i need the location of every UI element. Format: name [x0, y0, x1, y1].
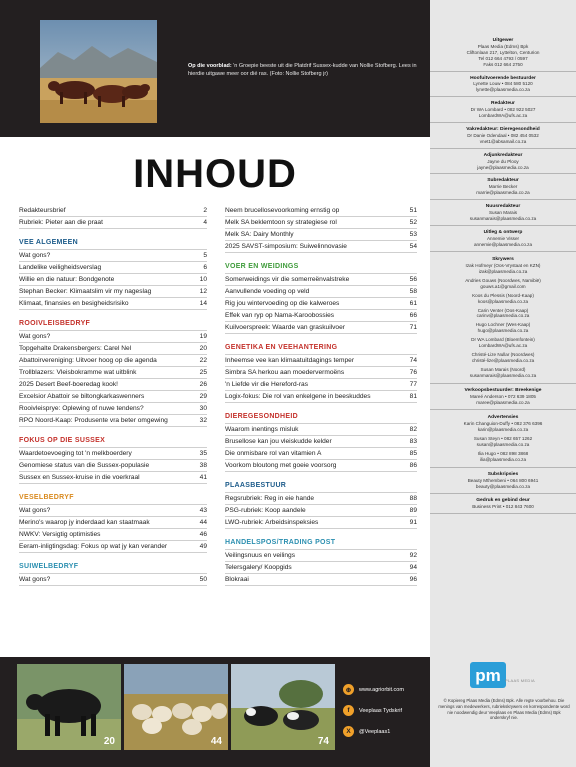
cover-caption: [188, 63, 418, 78]
toc-page-number: 2: [203, 207, 207, 214]
masthead-line: Carin Venter (Oos-Kaap): [477, 307, 529, 313]
toc-entry-title: Regsrubriek: Reg in eie hande: [225, 495, 315, 502]
toc-page-number: 44: [199, 519, 207, 526]
masthead-block: [430, 384, 576, 410]
toc-page-number: 83: [409, 438, 417, 445]
plaas-media-logo-icon: [470, 662, 506, 688]
masthead-line: susanmarais@plaasmedia.co.za: [469, 372, 537, 378]
toc-entry-title: Melk SA beklemtoon sy strategiese rol: [225, 219, 337, 226]
masthead-line: LombardWA@ufs.ac.za: [478, 113, 528, 119]
toc-section-heading: FOKUS OP DIE SUSSEX: [19, 437, 207, 448]
logo-subtitle: PLAAS MEDIA: [505, 678, 535, 683]
masthead-line: Karin Changuion-Duffy • 082 376 6396: [463, 421, 543, 427]
globe-icon: ⊕: [343, 684, 354, 695]
toc-page-number: 20: [199, 345, 207, 352]
toc-entry-title: Wat gons?: [19, 507, 51, 514]
toc-entry[interactable]: [225, 298, 417, 310]
masthead-line: carinv@plaasmedia.co.za: [476, 313, 530, 319]
masthead-heading: Hoofuitvoerende bestuurder: [470, 75, 536, 81]
toc-page-number: 10: [199, 276, 207, 283]
masthead-line: Cliftonlaan 217, Lyttelton, Centurion: [466, 49, 540, 55]
masthead-line: Susan Marais (Noord): [480, 366, 526, 372]
masthead-line: Faks 012 664 2750: [483, 61, 523, 67]
website-label[interactable]: www.agriorbit.com: [359, 686, 404, 693]
facebook-label[interactable]: Veeplaas Tydskrif: [359, 707, 403, 714]
toc-page-number: 32: [199, 417, 207, 424]
toc-entry[interactable]: [19, 541, 207, 553]
toc-page-number: 54: [409, 243, 417, 250]
masthead-line: Marrie Becker: [488, 184, 518, 190]
toc-section-heading: ROOIVLEISBEDRYF: [19, 320, 207, 331]
toc-entry-title: Genomiese status van die Sussex-populasie: [19, 462, 150, 469]
photo-page-number: 20: [103, 736, 115, 747]
cover-photo: [40, 20, 157, 123]
masthead-line: LombardWA@ufs.ac.za: [478, 343, 528, 349]
masthead-heading: Vakredakteur: Dieregesondheid: [466, 126, 540, 132]
toc-entry-title: Rooivleisprye: Oplewing of nuwe tendens?: [19, 405, 144, 412]
toc-page-number: 85: [409, 450, 417, 457]
masthead-line: Mareé Anderson • 072 639 1805: [470, 393, 536, 399]
toc-entry[interactable]: [225, 562, 417, 574]
masthead-line: susanmarais@plaasmedia.co.za: [469, 215, 537, 221]
toc-entry-title: Melk SA: Dairy Monthly: [225, 231, 294, 238]
photo-page-number: 44: [210, 736, 222, 747]
masthead-line: Ilia Hugo • 082 898 3868: [477, 450, 529, 456]
toc-page-number: 12: [199, 288, 207, 295]
masthead-line: Tel 012 664 4793 / 0597: [478, 55, 528, 61]
toc-page-number: 76: [409, 369, 417, 376]
toc-entry[interactable]: [19, 517, 207, 529]
toc-entry[interactable]: [19, 331, 207, 343]
toc-entry-title: Merino's waarop jy inderdaad kan staatmaak: [19, 519, 150, 526]
toc-entry-title: Voorkom bloutong met goeie voorsorg: [225, 462, 337, 469]
masthead-heading: Adjunkredakteur: [483, 152, 523, 158]
toc-section-heading: PLAASBESTUUR: [225, 482, 417, 493]
masthead-line: hugo@plaasmedia.co.za: [477, 328, 529, 334]
bottom-photo-sheep: [124, 664, 228, 750]
toc-page-number: 61: [409, 300, 417, 307]
masthead-block: [430, 34, 576, 72]
toc-entry[interactable]: [19, 205, 207, 217]
toc-entry[interactable]: [19, 529, 207, 541]
social-facebook[interactable]: [343, 705, 402, 716]
toc-entry-title: Topgehalte Drakensbergers: Carel Nel: [19, 345, 132, 352]
toc-entry[interactable]: [225, 391, 417, 403]
masthead-line: beauty@plaasmedia.co.za: [475, 484, 531, 490]
toc-entry-title: 2025 Desert Beef-boeredag kook!: [19, 381, 118, 388]
toc-entry-title: Excelsior Abattoir se biltongkarkaswenners: [19, 393, 145, 400]
social-x[interactable]: [343, 726, 390, 737]
copyright-disclaimer: © Kopiereg Plaas Media (Edms) Bpk. Alle regte voorbehou. Die menings van medewerkers, rubriekskrywers en korrespondente word nie noodwendig deur Veeplaas en Plaas Media (Edms) Bpk onderskryf nie.: [438, 698, 570, 721]
masthead-line: marrie@plaasmedia.co.za: [476, 190, 530, 196]
toc-page-number: 5: [203, 252, 207, 259]
toc-page-number: 56: [409, 276, 417, 283]
toc-section-heading: HANDELSPOS/TRADING POST: [225, 539, 417, 550]
toc-section-heading: VEE ALGEMEEN: [19, 239, 207, 250]
masthead-line: annemie@plaasmedia.co.za: [473, 241, 533, 247]
masthead-block: [430, 200, 576, 226]
toc-entry-title: Simbra SA herkou aan moedervermoëns: [225, 369, 345, 376]
masthead-heading: Redakteur: [491, 101, 515, 107]
masthead-line: koos@plaasmedia.co.za: [477, 298, 529, 304]
toc-entry-title: Inheemse vee kan klimaatuitdagings temper: [225, 357, 355, 364]
masthead-heading: Verkoopsbestuurder: Breekenige: [464, 388, 542, 394]
toc-entry-title: Waardetoevoeging tot 'n melkboerdery: [19, 450, 132, 457]
toc-entry-title: Blokraai: [225, 576, 249, 583]
masthead-line: Annemie Visser: [486, 235, 520, 241]
toc-entry-title: Logix-fokus: Die rol van enkelgene in beeskuddes: [225, 393, 371, 400]
toc-page-number: 92: [409, 552, 417, 559]
toc-section-heading: GENETIKA EN VEEHANTERING: [225, 344, 417, 355]
masthead-contact: [430, 276, 576, 291]
toc-page-number: 71: [409, 324, 417, 331]
toc-entry-title: Aanvullende voeding op veld: [225, 288, 310, 295]
toc-entry[interactable]: [225, 550, 417, 562]
masthead-heading: Subredakteur: [487, 178, 519, 184]
masthead-line: Beauty Mthembeni • 064 800 6941: [467, 478, 539, 484]
masthead-line: Christé-Lize Nullar (Noordwes): [471, 351, 535, 357]
bottom-band: [0, 657, 430, 767]
toc-page-number: 14: [199, 300, 207, 307]
toc-entry[interactable]: [225, 367, 417, 379]
toc-entry[interactable]: [19, 505, 207, 517]
masthead-line: ilia@plaasmedia.co.za: [479, 456, 527, 462]
toc-entry-title: Effek van ryp op Nama-Karoobossies: [225, 312, 335, 319]
toc-entry[interactable]: [19, 298, 207, 310]
masthead-block: [430, 494, 576, 514]
toc-entry[interactable]: [225, 355, 417, 367]
toc-entry[interactable]: [19, 367, 207, 379]
toc-entry[interactable]: [19, 448, 207, 460]
masthead-line: gouws.a1@gmail.com: [480, 283, 526, 289]
toc-entry-title: Stephan Becker: Klimaatslim vir my nageslag: [19, 288, 152, 295]
toc-entry-title: NWKV: Versigtig optimisties: [19, 531, 101, 538]
masthead-contact: [430, 262, 576, 277]
masthead-line: Dr WA Lombard • 082 922 5027: [470, 107, 536, 113]
masthead-contact: [430, 435, 576, 450]
masthead-line: christé-lize@plaasmedia.co.za: [471, 357, 535, 363]
toc-entry-title: RPO Noord-Kaap: Produsente vra beter omgewing: [19, 417, 168, 424]
toc-page-number: 81: [409, 393, 417, 400]
toc-entry-title: Brusellose kan jou vleiskudde kelder: [225, 438, 332, 445]
toc-page-number: 38: [199, 462, 207, 469]
masthead-line: Business Print • 012 843 7600: [472, 503, 534, 509]
social-website[interactable]: [343, 684, 404, 695]
toc-section-heading: DIEREGESONDHEID: [225, 413, 417, 424]
toc-entry[interactable]: [225, 517, 417, 529]
masthead-line: lynette@plaasmedia.co.za: [476, 87, 530, 93]
masthead-line: Koos du Plessis (Noord-Kaap): [472, 292, 534, 298]
toc-entry[interactable]: [19, 355, 207, 367]
toc-entry-title: Eeram-inligtingsdag: Fokus op wat jy kan verander: [19, 543, 168, 550]
masthead-line: Izak Hofmeyr (Oos-Vrystaat en KZN): [465, 263, 541, 269]
toc-entry[interactable]: [19, 217, 207, 229]
masthead-heading: Uitgewer: [492, 38, 514, 43]
facebook-icon: f: [343, 705, 354, 716]
toc-page-number: 30: [199, 405, 207, 412]
toc-page-number: 82: [409, 426, 417, 433]
toc-page-number: 94: [409, 564, 417, 571]
toc-entry[interactable]: [225, 436, 417, 448]
toc-entry-title: Neem brucellosevoorkoming ernstig op: [225, 207, 340, 214]
toc-page-number: 46: [199, 531, 207, 538]
toc-middle-column: [225, 205, 417, 586]
toc-entry-title: Abattoirvereniging: Uitvoer hoog op die agenda: [19, 357, 157, 364]
toc-entry-title: Die onmisbare rol van vitamien A: [225, 450, 322, 457]
toc-page-number: 86: [409, 462, 417, 469]
toc-page-number: 74: [409, 357, 417, 364]
toc-page-number: 91: [409, 519, 417, 526]
masthead-line: Jayne du Plooy: [487, 158, 519, 164]
toc-entry[interactable]: [225, 310, 417, 322]
masthead-block: [430, 174, 576, 200]
toc-entry[interactable]: [225, 274, 417, 286]
toc-entry[interactable]: [19, 460, 207, 472]
toc-entry[interactable]: [225, 322, 417, 334]
toc-page-number: 77: [409, 381, 417, 388]
toc-entry[interactable]: [19, 286, 207, 298]
masthead-heading: Gedruk en gebind deur: [476, 497, 530, 503]
toc-entry[interactable]: [19, 472, 207, 484]
masthead-line: Susan Steyn • 082 657 1262: [473, 436, 533, 442]
masthead-contact: [430, 306, 576, 321]
toc-entry-title: 'n Liefde vir die Hereford-ras: [225, 381, 308, 388]
masthead-contact: [430, 321, 576, 336]
masthead-block: [430, 123, 576, 149]
toc-section-heading: VESELBEDRYF: [19, 494, 207, 505]
bottom-photo-cattle: [231, 664, 335, 750]
toc-entry[interactable]: [19, 379, 207, 391]
x-icon: X: [343, 726, 354, 737]
toc-entry-title: Redakteursbrief: [19, 207, 66, 214]
masthead-line: Lynette Louw • 084 580 5120: [473, 81, 533, 87]
toc-page-number: 19: [199, 333, 207, 340]
masthead-line: Dr Danie Odendaal • 082 454 0532: [467, 132, 539, 138]
toc-entry-title: Willie en die natuur: Bondgenote: [19, 276, 115, 283]
masthead-block: [430, 149, 576, 175]
photo-page-number: 74: [317, 736, 329, 747]
masthead-line: susan@plaasmedia.co.za: [476, 442, 530, 447]
toc-entry[interactable]: [19, 343, 207, 355]
toc-section-heading: VOER EN WEIDINGS: [225, 263, 417, 274]
toc-page-number: 43: [199, 507, 207, 514]
toc-entry[interactable]: [225, 424, 417, 436]
masthead-block: [430, 468, 576, 494]
toc-entry[interactable]: [19, 415, 207, 427]
toc-entry-title: Landelike veiligheidsverslag: [19, 264, 102, 271]
toc-entry[interactable]: [225, 448, 417, 460]
cattle-photo: [40, 20, 157, 123]
toc-entry[interactable]: [19, 262, 207, 274]
masthead-line: jayne@plaasmedia.co.za: [477, 164, 529, 170]
toc-entry-title: PSG-rubriek: Koop aandele: [225, 507, 306, 514]
toc-page-number: 88: [409, 495, 417, 502]
masthead-block: [430, 72, 576, 98]
masthead-contact: [430, 336, 576, 351]
toc-entry-title: Wat gons?: [19, 576, 51, 583]
toc-entry-title: Waarom inentings misluk: [225, 426, 299, 433]
toc-entry-title: Wat gons?: [19, 333, 51, 340]
toc-page-number: 53: [409, 231, 417, 238]
toc-entry[interactable]: [225, 460, 417, 472]
toc-page-number: 29: [199, 393, 207, 400]
masthead-line: Dr WA Lombard (Bloemfontein): [471, 337, 535, 343]
masthead-contact: [430, 291, 576, 306]
masthead-contact: [430, 350, 576, 365]
toc-entry-title: Klimaat, finansies en besigheidsrisiko: [19, 300, 129, 307]
toc-entry[interactable]: [19, 274, 207, 286]
toc-entry[interactable]: [225, 217, 417, 229]
masthead-heading: Advertensies: [487, 414, 519, 420]
toc-entry-title: Telersgalery/ Koopgids: [225, 564, 292, 571]
cover-caption-text: 'n Groepie beeste uit die Platdrif Sussex-kudde van Nollie Stofberg. Lees in hierdie uitgawe meer oor dié ras. (Foto: Nollie Stofberg jr): [188, 63, 417, 77]
masthead-block: [430, 226, 576, 252]
toc-entry-title: Rubriek: Pieter aan die praat: [19, 219, 103, 226]
toc-page-number: 66: [409, 312, 417, 319]
toc-entry[interactable]: [225, 229, 417, 241]
toc-entry[interactable]: [19, 403, 207, 415]
toc-entry[interactable]: [225, 505, 417, 517]
logo-mark: pm: [475, 666, 501, 685]
x-label[interactable]: @Veeplaas1: [359, 728, 391, 735]
masthead-line: vnet1@absamail.co.za: [479, 138, 527, 144]
masthead-heading: Uitleg & ontwerp: [483, 229, 523, 235]
masthead-contact: [430, 365, 576, 380]
toc-entry[interactable]: [19, 391, 207, 403]
toc-page-number: 51: [409, 207, 417, 214]
toc-page-number: 26: [199, 381, 207, 388]
toc-page-number: 4: [203, 219, 207, 226]
toc-entry-title: LWO-rubriek: Arbeidsinspeksies: [225, 519, 319, 526]
toc-entry[interactable]: [225, 286, 417, 298]
toc-page-number: 6: [203, 264, 207, 271]
masthead-line: maree@plaasmedia.co.za: [476, 399, 530, 405]
toc-page-number: 41: [199, 474, 207, 481]
toc-page-number: 35: [199, 450, 207, 457]
toc-page-number: 52: [409, 219, 417, 226]
masthead-contact: [430, 449, 576, 464]
masthead-sidebar: [430, 0, 576, 767]
toc-entry-title: Sussex en Sussex-kruise in die voerkraal: [19, 474, 140, 481]
masthead-line: Plaas Media (Edms) Bpk: [477, 43, 529, 49]
masthead-line: Susan Marais: [488, 210, 518, 216]
masthead-heading: Skrywers: [492, 256, 514, 262]
toc-entry[interactable]: [19, 574, 207, 586]
masthead-line: karin@plaasmedia.co.za: [477, 427, 529, 433]
toc-entry[interactable]: [225, 241, 417, 253]
bottom-photo-bull: [17, 664, 121, 750]
toc-entry[interactable]: [225, 379, 417, 391]
toc-section-heading: SUIWELBEDRYF: [19, 563, 207, 574]
toc-entry-title: Somerweidings vir die somerreënvalstreke: [225, 276, 350, 283]
toc-entry-title: Kuilvoerspreek: Waarde van graskuilvoer: [225, 324, 345, 331]
toc-page-number: 49: [199, 543, 207, 550]
toc-entry[interactable]: [225, 493, 417, 505]
toc-page-number: 96: [409, 576, 417, 583]
toc-entry-title: Trollblazers: Vleisbokramme wat uitblink: [19, 369, 137, 376]
masthead-heading: Nuusredakteur: [485, 204, 521, 210]
masthead-contact: [430, 420, 576, 435]
masthead-block: [430, 97, 576, 123]
toc-page-number: 89: [409, 507, 417, 514]
toc-page-number: 58: [409, 288, 417, 295]
cover-caption-lead: Op die voorblad:: [188, 63, 232, 69]
toc-entry[interactable]: [225, 205, 417, 217]
toc-entry-title: Wat gons?: [19, 252, 51, 259]
toc-entry-title: Rig jou wintervoeding op die kalweroes: [225, 300, 340, 307]
toc-page-number: 22: [199, 357, 207, 364]
toc-entry[interactable]: [225, 574, 417, 586]
masthead-line: Andries Gouws (Noordwes, Namibië): [465, 277, 541, 283]
toc-page-number: 50: [199, 576, 207, 583]
toc-entry-title: 2025 SAVST-simposium: Suiwelinnovasie: [225, 243, 347, 250]
toc-entry[interactable]: [19, 250, 207, 262]
masthead-line: Hugo Lochner (Wes-Kaap): [475, 322, 531, 328]
toc-left-column: [19, 205, 207, 586]
cover-band: [0, 0, 430, 137]
toc-entry-title: Veilingsnuus en veilings: [225, 552, 296, 559]
masthead-line: izak@plaasmedia.co.za: [478, 268, 528, 274]
toc-page-number: 25: [199, 369, 207, 376]
page-title: INHOUD: [133, 152, 297, 196]
masthead-heading: Subskripsies: [487, 472, 519, 478]
